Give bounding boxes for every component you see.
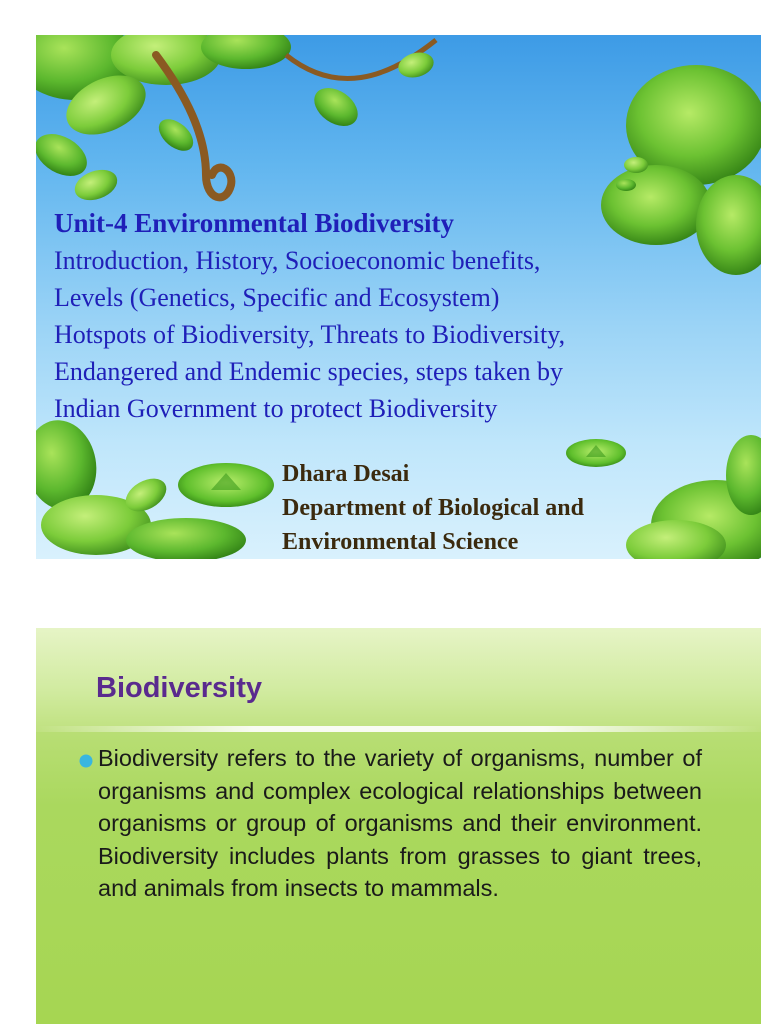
author-department: Department of Biological and bbox=[282, 495, 584, 521]
topic-line: Introduction, History, Socioeconomic benefits, bbox=[54, 246, 541, 275]
author-name: Dhara Desai bbox=[282, 461, 410, 487]
topic-line: Endangered and Endemic species, steps taken by bbox=[54, 357, 563, 386]
bullet-icon bbox=[78, 753, 94, 769]
slide-title bbox=[54, 205, 744, 427]
topic-line: Levels (Genetics, Specific and Ecosystem) bbox=[54, 283, 500, 312]
author-department: Environmental Science bbox=[282, 529, 519, 555]
slide-heading: Biodiversity bbox=[96, 672, 262, 704]
content-slide bbox=[36, 628, 761, 1024]
unit-title: Unit-4 Environmental Biodiversity bbox=[54, 208, 455, 238]
author-info bbox=[282, 457, 752, 559]
topic-line: Indian Government to protect Biodiversity bbox=[54, 394, 498, 423]
title-slide bbox=[36, 35, 761, 559]
header-divider bbox=[36, 726, 761, 732]
topic-line: Hotspots of Biodiversity, Threats to Biodiversity, bbox=[54, 320, 566, 349]
bullet-text: Biodiversity refers to the variety of organisms, number of organisms and complex ecological relationships between organisms or group of organisms and their environment. Biodiversity includes plants from grasses to giant trees, and animals from insects to mammals. bbox=[98, 745, 702, 901]
